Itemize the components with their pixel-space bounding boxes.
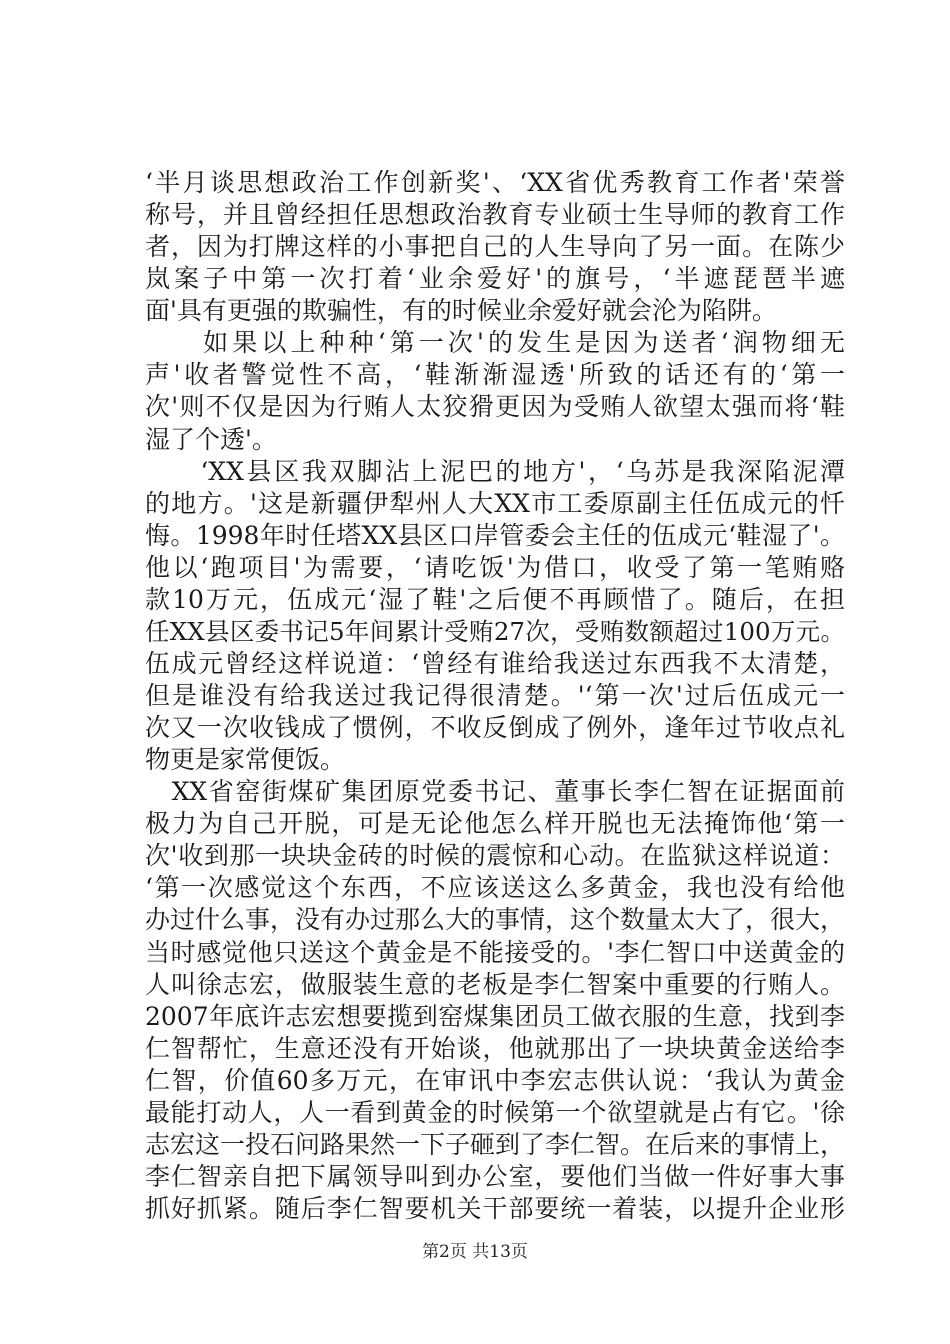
- text-line: 抓好抓紧。随后李仁智要机关干部要统一着装，以提升企业形: [145, 1194, 845, 1223]
- text-line: 李仁智亲自把下属领导叫到办公室，要他们当做一件好事大事: [145, 1162, 845, 1191]
- text-line: 但是谁没有给我送过我记得很清楚。'‘第一次'过后伍成元一: [145, 681, 845, 710]
- text-line: 仁智帮忙，生意还没有开始谈，他就那出了一块块黄金送给李: [145, 1034, 845, 1063]
- text-line: 当时感觉他只送这个黄金是不能接受的。'李仁智口中送黄金的: [145, 938, 845, 967]
- text-line: 2007年底许志宏想要揽到窑煤集团员工做衣服的生意，找到李: [145, 1002, 845, 1031]
- text-line: ‘第一次感觉这个东西，不应该送这么多黄金，我也没有给他: [145, 873, 845, 902]
- text-line: ‘XX县区我双脚沾上泥巴的地方'，‘乌苏是我深陷泥潭: [145, 457, 845, 486]
- text-line: 物更是家常便饭。: [145, 745, 346, 774]
- text-line: 伍成元曾经这样说道：‘曾经有谁给我送过东西我不太清楚，: [145, 649, 845, 678]
- text-line: 的地方。'这是新疆伊犁州人大XX市工委原副主任伍成元的忏: [145, 489, 845, 518]
- text-line: 他以‘跑项目'为需要，‘请吃饭'为借口，收受了第一笔贿赂: [145, 553, 845, 582]
- text-line: 仁智，价值60多万元，在审讯中李宏志供认说：‘我认为黄金: [145, 1066, 845, 1095]
- text-line: 办过什么事，没有办过那么大的事情，这个数量太大了，很大，: [145, 905, 846, 934]
- text-line: 次'则不仅是因为行贿人太狡猾更因为受贿人欲望太强而将‘鞋: [145, 392, 845, 421]
- text-line: 人叫徐志宏，做服装生意的老板是李仁智案中重要的行贿人。: [145, 970, 845, 999]
- text-line: 极力为自己开脱，可是无论他怎么样开脱也无法掩饰他‘第一: [145, 809, 845, 838]
- text-line: 湿了个透'。: [145, 425, 277, 454]
- text-line: ‘半月谈思想政治工作创新奖'、‘XX省优秀教育工作者'荣誉: [145, 168, 845, 197]
- text-line: 悔。1998年时任塔XX县区口岸管委会主任的伍成元‘鞋湿了'。: [145, 521, 845, 550]
- text-line: 最能打动人，人一看到黄金的时候第一个欲望就是占有它。'徐: [145, 1098, 845, 1127]
- text-line: XX省窑街煤矿集团原党委书记、董事长李仁智在证据面前: [145, 777, 845, 806]
- text-line: 次又一次收钱成了惯例，不收反倒成了例外，逢年过节收点礼: [145, 713, 845, 742]
- text-line: 声'收者警觉性不高，‘鞋渐渐湿透'所致的话还有的‘第一: [145, 360, 845, 389]
- text-line: 志宏这一投石问路果然一下子砸到了李仁智。在后来的事情上，: [145, 1130, 846, 1159]
- text-line: 次'收到那一块块金砖的时候的震惊和心动。在监狱这样说道：: [145, 841, 845, 870]
- text-line: 岚案子中第一次打着‘业余爱好'的旗号，‘半遮琵琶半遮: [145, 264, 845, 293]
- text-line: 款10万元，伍成元‘湿了鞋'之后便不再顾惜了。随后，在担: [145, 585, 845, 614]
- page-footer: 第2页 共13页: [422, 1242, 528, 1262]
- text-line: 称号，并且曾经担任思想政治教育专业硕士生导师的教育工作: [145, 200, 845, 229]
- text-line: 如果以上种种‘第一次'的发生是因为送者‘润物细无: [145, 328, 845, 357]
- text-line: 者，因为打牌这样的小事把自己的人生导向了另一面。在陈少: [145, 232, 845, 261]
- text-line: 面'具有更强的欺骗性，有的时候业余爱好就会沦为陷阱。: [145, 296, 777, 325]
- text-line: 任XX县区委书记5年间累计受贿27次，受贿数额超过100万元。: [145, 617, 845, 646]
